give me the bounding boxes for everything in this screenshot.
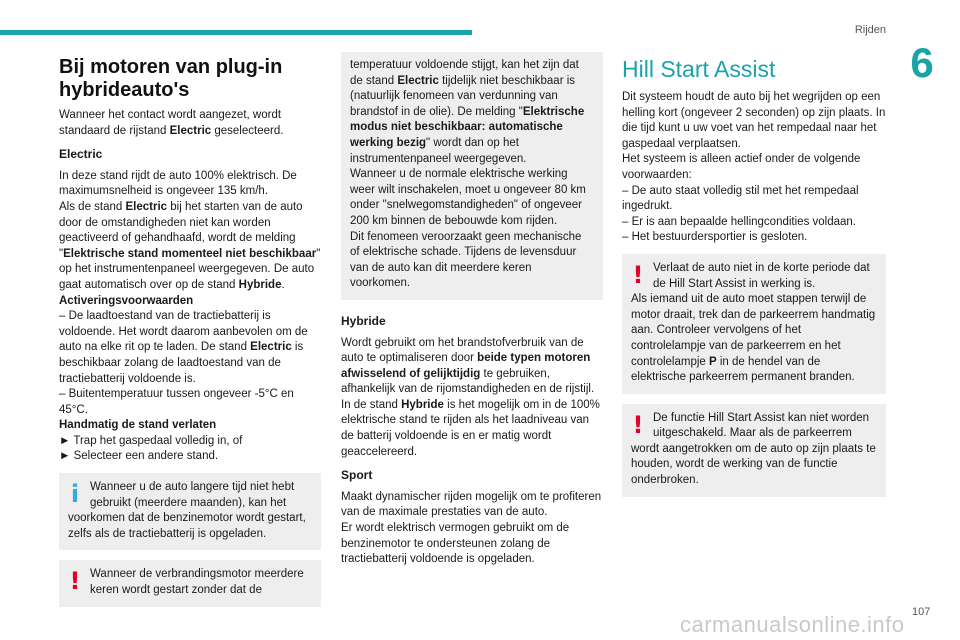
info-note-box bbox=[59, 473, 321, 550]
watermark: carmanualsonline.info bbox=[680, 612, 905, 637]
hsa-warning-box-1 bbox=[622, 254, 886, 394]
hybrid-paragraph-2: In de stand Hybride is het mogelijk om in de 100% elektrische stand te rijden als het laadniveau van de batterij voldoende is en er matig wordt geaccelereerd. bbox=[341, 398, 600, 458]
hsa-warning-box-2 bbox=[622, 404, 886, 497]
electric-paragraph-1: In deze stand rijdt de auto 100% elektrisch. De maximumsnelheid is ongeveer 135 km/h. bbox=[59, 169, 297, 198]
section-title: Rijden bbox=[854, 24, 886, 36]
plugin-hybrid-heading: Bij motoren van plug-in hybrideauto's bbox=[59, 56, 283, 101]
electric-paragraph-2: Als de stand Electric bij het starten van de auto door de omstandigheden niet kan worden geactiveerd of gehandhaafd, wordt de melding "Elektrische stand momenteel niet beschikbaar" op het instrumentenpaneel weergegeven. De auto gaat automatisch over op de stand Hybride. bbox=[59, 200, 321, 291]
warning-note-box-start bbox=[59, 560, 321, 606]
warning-icon: ! bbox=[69, 567, 81, 596]
manual-exit-step-2: ► Selecteer een andere stand. bbox=[59, 450, 219, 463]
hybrid-heading: Hybride bbox=[341, 313, 386, 328]
sport-paragraph-2: Er wordt elektrisch vermogen gebruikt om de benzinemotor te ondersteunen zolang de tractiebatterij voldoende is opgeladen. bbox=[341, 522, 570, 566]
hsa-warning-2-text: De functie Hill Start Assist kan niet worden uitgeschakeld. Maar als de parkeerrem wordt aangetrokken om de auto op zijn plaats te houden, wordt de werking van de functie onderbroken. bbox=[631, 411, 876, 487]
warning-icon: ! bbox=[632, 410, 644, 439]
manual-exit-heading: Handmatig de stand verlaten bbox=[59, 419, 217, 432]
warning-continued-1: temperatuur voldoende stijgt, kan het zijn dat de stand Electric tijdelijk niet beschikbaar is (natuurlijk fenomeen van verdunning van brandstof in de olie). De melding "Elektrische modus niet beschikbaar: automatische werking bezig" wordt dan op het instrumentenpaneel weergegeven. bbox=[350, 59, 585, 165]
hsa-condition-3: – Het bestuurdersportier is gesloten. bbox=[622, 231, 808, 244]
hsa-paragraph-2: Het systeem is alleen actief onder de volgende voorwaarden: bbox=[622, 153, 861, 181]
hsa-warning-1-detail: Als iemand uit de auto moet stappen terwijl de motor draait, trek dan de parkeerrem handmatig aan. Controleer vervolgens of het controlelampje van de parkeerrem en het controlelampje P in de hendel van de elektrische parkeerrem permanent branden. bbox=[631, 293, 876, 384]
header-accent-bar bbox=[0, 30, 472, 35]
sport-heading: Sport bbox=[341, 468, 373, 483]
hill-start-assist-heading: Hill Start Assist bbox=[622, 56, 776, 82]
info-icon: i bbox=[70, 480, 80, 509]
manual-exit-step-1: ► Trap het gaspedaal volledig in, of bbox=[59, 434, 243, 447]
page-number: 107 bbox=[912, 606, 931, 618]
warning-continued-2: Wanneer u de normale elektrische werking weer wilt inschakelen, moet u ongeveer 80 km onder "snelwegomstandigheden" of ongeveer 200 km binnen de bebouwde kom rijden. bbox=[350, 168, 586, 227]
chapter-number: 6 bbox=[910, 39, 934, 86]
hybrid-paragraph-1: Wordt gebruikt om het brandstofverbruik van de auto te optimaliseren door beide typen motoren afwisselend of gelijktijdig te gebruiken, afhankelijk van de rijomstandigheden en de rijstijl. bbox=[341, 336, 595, 396]
column-right bbox=[622, 52, 886, 507]
activation-heading: Activeringsvoorwaarden bbox=[59, 294, 194, 307]
sport-paragraph-1: Maakt dynamischer rijden mogelijk om te profiteren van de maximale prestaties van de auto. bbox=[341, 490, 602, 519]
info-note-text: Wanneer u de auto langere tijd niet hebt gebruikt (meerdere maanden), kan het voorkomen dat de benzinemotor wordt gestart, zelfs als de tractiebatterij is opgeladen. bbox=[68, 481, 306, 540]
electric-heading: Electric bbox=[59, 147, 103, 162]
warning-icon: ! bbox=[632, 260, 644, 289]
column-left bbox=[59, 52, 321, 607]
warning-continued-3: Dit fenomeen veroorzaakt geen mechanische of elektrische schade. Tijdens de levensduur van de auto kan dit meerdere keren voorkomen. bbox=[350, 230, 582, 290]
activation-item-1: – De laadtoestand van de tractiebatterij is voldoende. Het wordt daarom aanbevolen om de auto na elke rit op te laden. De stand Electric is beschikbaar zolang de laadtoestand van de tractiebatterij voldoende is. bbox=[59, 310, 308, 385]
hsa-warning-1-text: Verlaat de auto niet in de korte periode dat de Hill Start Assist in werking is. bbox=[653, 261, 870, 290]
warning-note-text: Wanneer de verbrandingsmotor meerdere keren wordt gestart zonder dat de bbox=[90, 568, 304, 597]
column-middle bbox=[341, 52, 603, 568]
activation-item-2: – Buitentemperatuur tussen ongeveer -5°C en 45°C. bbox=[59, 388, 294, 416]
warning-note-box-continued bbox=[341, 52, 603, 300]
intro-paragraph: Wanneer het contact wordt aangezet, wordt standaard de rijstand Electric geselecteerd. bbox=[59, 109, 284, 137]
hsa-condition-1: – De auto staat volledig stil met het rempedaal ingedrukt. bbox=[622, 184, 859, 213]
hsa-condition-2: – Er is aan bepaalde hellingcondities voldaan. bbox=[622, 215, 856, 228]
hsa-paragraph-1: Dit systeem houdt de auto bij het wegrijden op een helling kort (ongeveer 2 seconden) op zijn plaats. In die tijd kunt u uw voet van het rempedaal naar het gaspedaal verplaatsen. bbox=[622, 91, 886, 150]
